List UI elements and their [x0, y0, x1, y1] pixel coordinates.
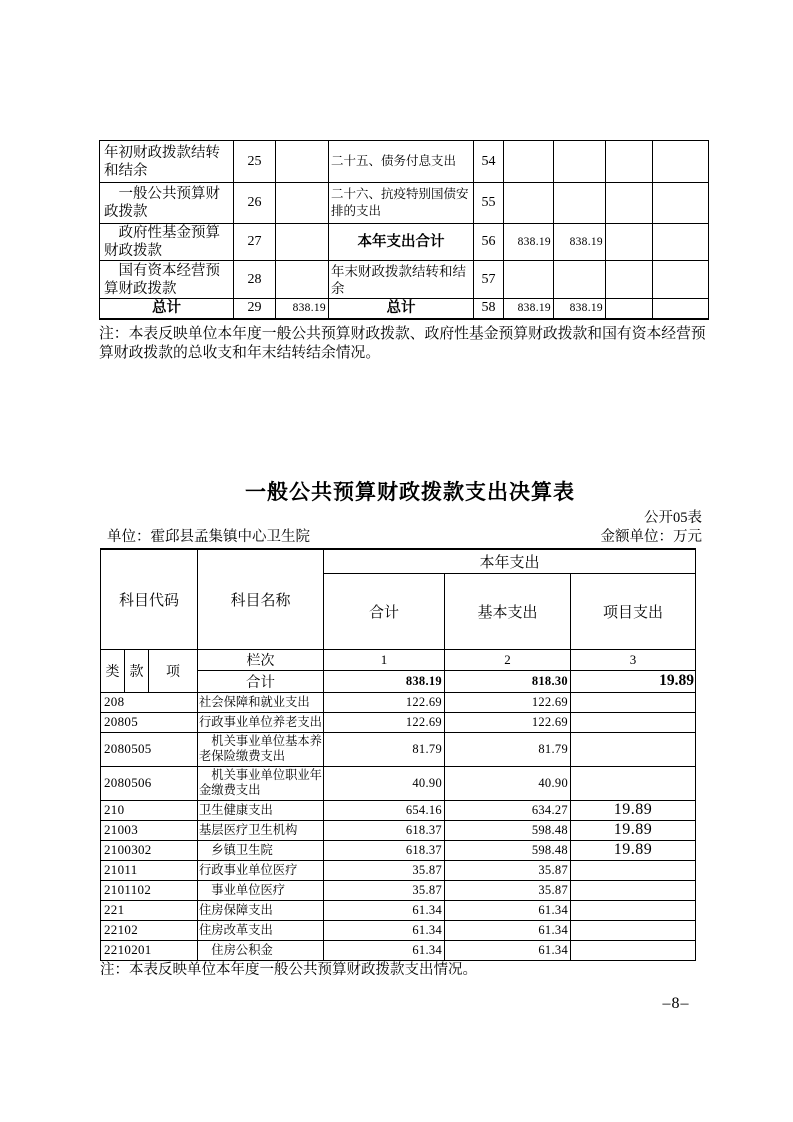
- t2-total-value: 61.34: [324, 900, 445, 920]
- header-row: [101, 549, 696, 573]
- t2-basic-value: 61.34: [445, 920, 571, 940]
- t1-amount-col2: [554, 183, 606, 224]
- t1-amount-col3: [606, 183, 653, 224]
- t2-basic-value: 634.27: [445, 800, 571, 820]
- t2-col-no-1: 1: [324, 649, 445, 670]
- t2-header-subject-code: 科目代码: [101, 549, 198, 649]
- t2-subject-name: 事业单位医疗: [198, 880, 324, 900]
- t2-basic-value: 35.87: [445, 860, 571, 880]
- t2-basic-value: 122.69: [445, 692, 571, 712]
- t2-subject-code: 21003: [101, 820, 198, 840]
- t2-subject-code: 20805: [101, 712, 198, 732]
- table-row: [100, 261, 709, 299]
- t2-subject-name: 机关事业单位职业年金缴费支出: [198, 766, 324, 800]
- table-row-total: [100, 299, 709, 319]
- table2-footnote: 注：本表反映单位本年度一般公共预算财政拨款支出情况。: [100, 962, 477, 978]
- t1-right-total-label: 总计: [329, 299, 474, 319]
- table-row: [101, 732, 696, 766]
- t1-left-item-label: 国有资本经营预算财政拨款: [100, 261, 234, 299]
- table-row: [101, 800, 696, 820]
- t2-total-value: 654.16: [324, 800, 445, 820]
- table-row: [101, 860, 696, 880]
- t2-basic-value: 122.69: [445, 712, 571, 732]
- t1-right-line-no: 55: [474, 183, 504, 224]
- t1-amount-col3: [606, 141, 653, 183]
- t2-header-basic: 基本支出: [445, 573, 571, 649]
- t2-project-value: 19.89: [571, 800, 696, 820]
- t2-subject-name: 社会保障和就业支出: [198, 692, 324, 712]
- t2-subject-name: 乡镇卫生院: [198, 840, 324, 860]
- t1-left-amount: [276, 183, 329, 224]
- t1-amount-col2: 838.19: [554, 224, 606, 261]
- t2-subject-code: 2101102: [101, 880, 198, 900]
- table-code-label: 公开05表: [644, 510, 702, 526]
- t1-left-amount: [276, 141, 329, 183]
- page-number: –8–: [662, 995, 690, 1012]
- t1-left-item-label: 政府性基金预算财政拨款: [100, 224, 234, 261]
- header-row: [101, 649, 696, 670]
- t2-basic-value: 40.90: [445, 766, 571, 800]
- table-row: [101, 840, 696, 860]
- t1-right-item-label: 二十六、抗疫特别国债安排的支出: [329, 183, 474, 224]
- fiscal-appropriation-summary-table: [99, 140, 709, 320]
- table-row: [101, 940, 696, 960]
- t2-subject-code: 2100302: [101, 840, 198, 860]
- t2-sum-project: 19.89: [571, 670, 696, 692]
- t2-basic-value: 81.79: [445, 732, 571, 766]
- t2-header-total: 合计: [324, 573, 445, 649]
- t2-subject-name: 住房保障支出: [198, 900, 324, 920]
- t1-right-item-label: 年末财政拨款结转和结余: [329, 261, 474, 299]
- t1-amount-col2: [554, 141, 606, 183]
- t1-amount-col4: [653, 261, 709, 299]
- t2-project-value: [571, 712, 696, 732]
- t2-total-value: 81.79: [324, 732, 445, 766]
- t2-sum-total: 838.19: [324, 670, 445, 692]
- t2-subject-code: 221: [101, 900, 198, 920]
- t2-header-item: 项: [149, 649, 198, 692]
- table-row: [101, 820, 696, 840]
- t2-basic-value: 61.34: [445, 940, 571, 960]
- t2-subject-name: 基层医疗卫生机构: [198, 820, 324, 840]
- t2-basic-value: 35.87: [445, 880, 571, 900]
- table1-footnote: 注：本表反映单位本年度一般公共预算财政拨款、政府性基金预算财政拨款和国有资本经营预算财政拨款的总收支和年末结转结余情况。: [99, 326, 706, 361]
- t2-subject-code: 210: [101, 800, 198, 820]
- t2-subject-code: 208: [101, 692, 198, 712]
- t2-total-value: 122.69: [324, 692, 445, 712]
- t1-amount-col4: [653, 224, 709, 261]
- t2-project-value: [571, 692, 696, 712]
- t2-subject-name: 住房公积金: [198, 940, 324, 960]
- t1-amount-col4: [653, 141, 709, 183]
- t1-left-line-no: 29: [234, 299, 276, 319]
- t2-project-value: [571, 940, 696, 960]
- t2-col-no-2: 2: [445, 649, 571, 670]
- t2-total-value: 618.37: [324, 840, 445, 860]
- table-row: [101, 900, 696, 920]
- t2-basic-value: 598.48: [445, 840, 571, 860]
- org-unit-label: 单位：霍邱县孟集镇中心卫生院: [107, 529, 310, 545]
- t2-subject-name: 行政事业单位医疗: [198, 860, 324, 880]
- t1-right-line-no: 57: [474, 261, 504, 299]
- table-row: [100, 183, 709, 224]
- t2-basic-value: 598.48: [445, 820, 571, 840]
- t2-header-year-expenditure: 本年支出: [324, 549, 696, 573]
- t2-project-value: [571, 860, 696, 880]
- t1-amount-col3: [606, 224, 653, 261]
- t1-right-line-no: 54: [474, 141, 504, 183]
- t2-subject-code: 2080506: [101, 766, 198, 800]
- t2-header-section: 款: [125, 649, 149, 692]
- t1-amount-col1: [504, 141, 554, 183]
- t1-right-line-no: 56: [474, 224, 504, 261]
- t2-project-value: [571, 766, 696, 800]
- t1-amount-col1: 838.19: [504, 224, 554, 261]
- t1-left-amount: [276, 261, 329, 299]
- t1-left-line-no: 25: [234, 141, 276, 183]
- t2-sum-label: 合计: [198, 670, 324, 692]
- t1-left-line-no: 27: [234, 224, 276, 261]
- t1-amount-col1: [504, 183, 554, 224]
- table-row: [101, 880, 696, 900]
- t2-subject-code: 21011: [101, 860, 198, 880]
- t2-total-value: 40.90: [324, 766, 445, 800]
- t1-right-line-no: 58: [474, 299, 504, 319]
- t1-left-line-no: 28: [234, 261, 276, 299]
- t2-project-value: [571, 920, 696, 940]
- t2-total-value: 35.87: [324, 860, 445, 880]
- t2-subject-code: 2080505: [101, 732, 198, 766]
- general-budget-expenditure-table: [100, 548, 696, 961]
- t2-total-value: 35.87: [324, 880, 445, 900]
- t1-left-amount: [276, 224, 329, 261]
- t1-right-item-label: 二十五、债务付息支出: [329, 141, 474, 183]
- t1-amount-col2: [554, 261, 606, 299]
- t2-subject-name: 卫生健康支出: [198, 800, 324, 820]
- t1-left-total-label: 总计: [100, 299, 234, 319]
- t2-total-value: 122.69: [324, 712, 445, 732]
- t2-col-no-3: 3: [571, 649, 696, 670]
- t1-right-item-label: 本年支出合计: [329, 224, 474, 261]
- t2-project-value: [571, 880, 696, 900]
- table-meta-row: [107, 525, 702, 546]
- t1-left-item-label: 年初财政拨款结转和结余: [100, 141, 234, 183]
- t2-header-subject-name: 科目名称: [198, 549, 324, 649]
- table-row: [100, 141, 709, 183]
- t1-amount-col1: 838.19: [504, 299, 554, 319]
- t2-sum-basic: 818.30: [445, 670, 571, 692]
- t2-subject-code: 2210201: [101, 940, 198, 960]
- t2-total-value: 61.34: [324, 920, 445, 940]
- t1-left-amount: 838.19: [276, 299, 329, 319]
- t2-basic-value: 61.34: [445, 900, 571, 920]
- t2-project-value: [571, 900, 696, 920]
- t1-amount-col1: [504, 261, 554, 299]
- page-title: 一般公共预算财政拨款支出决算表: [245, 481, 575, 504]
- t1-amount-col4: [653, 183, 709, 224]
- t1-left-item-label: 一般公共预算财政拨款: [100, 183, 234, 224]
- t1-amount-col3: [606, 261, 653, 299]
- t2-project-value: 19.89: [571, 820, 696, 840]
- t2-subject-code: 22102: [101, 920, 198, 940]
- t2-subject-name: 机关事业单位基本养老保险缴费支出: [198, 732, 324, 766]
- t2-header-project: 项目支出: [571, 573, 696, 649]
- t1-left-line-no: 26: [234, 183, 276, 224]
- t2-header-lanci: 栏次: [198, 649, 324, 670]
- table-row: [101, 712, 696, 732]
- t2-subject-name: 行政事业单位养老支出: [198, 712, 324, 732]
- t1-amount-col3: [606, 299, 653, 319]
- table-row: [100, 224, 709, 261]
- amount-unit-label: 金额单位：万元: [600, 529, 702, 545]
- t2-subject-name: 住房改革支出: [198, 920, 324, 940]
- t2-total-value: 618.37: [324, 820, 445, 840]
- table-row: [101, 920, 696, 940]
- t2-header-class: 类: [101, 649, 125, 692]
- t2-total-value: 61.34: [324, 940, 445, 960]
- table-row: [101, 766, 696, 800]
- t1-amount-col4: [653, 299, 709, 319]
- t1-amount-col2: 838.19: [554, 299, 606, 319]
- t2-project-value: 19.89: [571, 840, 696, 860]
- t2-project-value: [571, 732, 696, 766]
- table-row: [101, 692, 696, 712]
